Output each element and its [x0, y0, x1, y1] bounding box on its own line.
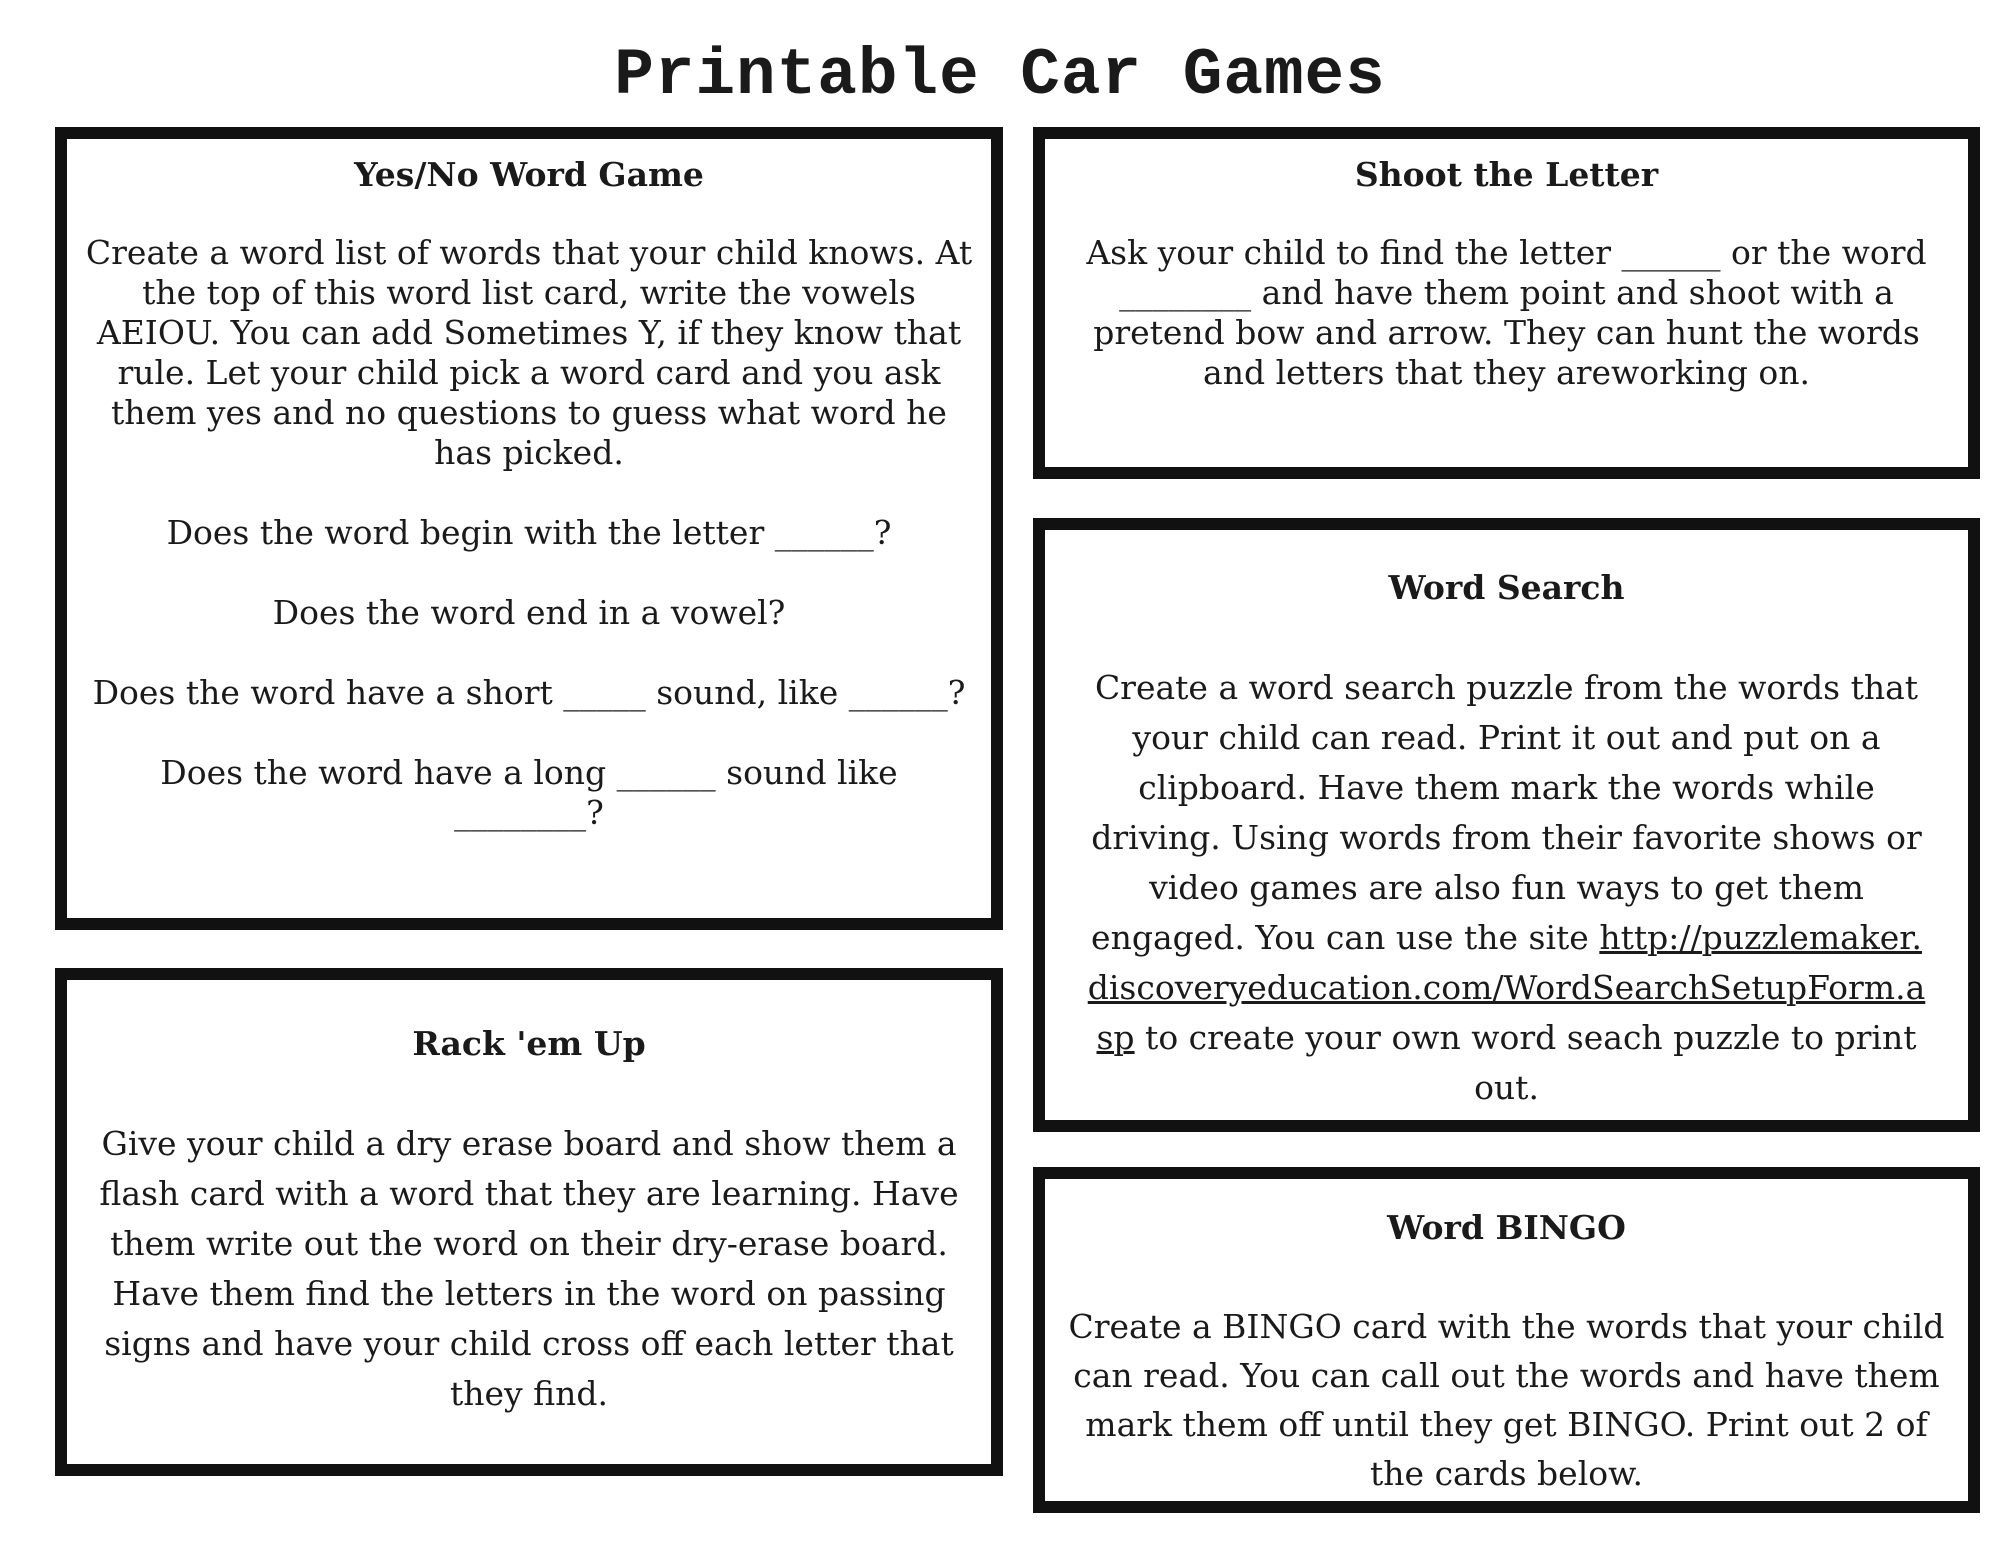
card-title: Rack 'em Up: [412, 1024, 646, 1063]
word-search-card: [1033, 518, 1980, 1132]
card-title: Word BINGO: [1387, 1208, 1626, 1247]
card-body: Create a word list of words that your child knows. At the top of this word list card, write the vowels AEIOU. You can add Sometimes Y, if they know that rule. Let your child pick a word card and you ask them yes and no questions to guess what word he has picked.: [85, 233, 973, 472]
card-body: Create a BINGO card with the words that your child can read. You can call out the words and have them mark them off until they get BINGO. Print out 2 of the cards below.: [1068, 1307, 1945, 1493]
card-title: Word Search: [1388, 568, 1625, 607]
question-item: Does the word begin with the letter ______?: [166, 513, 892, 552]
page-title: Printable Car Games: [614, 38, 1386, 113]
yes-no-word-game-card: [55, 127, 1003, 930]
word-bingo-card: [1033, 1167, 1980, 1513]
shoot-the-letter-card: [1033, 127, 1980, 479]
puzzlemaker-link[interactable]: http://puzzlemaker.discoveryeducation.com/WordSearchSetupForm.asp: [1087, 918, 1926, 1057]
card-body: Give your child a dry erase board and show them a flash card with a word that they are learning. Have them write out the word on their dry-erase board. Have them find the letters in the word on passing signs and have your child cross off each letter that they find.: [99, 1124, 959, 1413]
card-body-text: Create a word search puzzle from the words that your child can read. Print it out and put on a clipboard. Have them mark the words while driving. Using words from their favorite shows or video games are also fun ways to get them engaged. You can use the site: [1091, 668, 1922, 957]
question-item: Does the word end in a vowel?: [272, 593, 786, 632]
card-title: Yes/No Word Game: [354, 155, 704, 194]
question-item: Does the word have a long ______ sound like ________?: [160, 753, 898, 832]
rack-em-up-card: [55, 968, 1003, 1476]
card-body-text: to create your own word seach puzzle to print out.: [1134, 1018, 1917, 1107]
question-item: Does the word have a short _____ sound, like ______?: [92, 673, 966, 712]
card-body: [1081, 663, 1932, 1113]
card-body: Ask your child to find the letter ______ or the word ________ and have them point and shoot with a pretend bow and arrow. They can hunt the words and letters that they areworking on.: [1086, 233, 1927, 392]
card-title: Shoot the Letter: [1354, 155, 1659, 194]
